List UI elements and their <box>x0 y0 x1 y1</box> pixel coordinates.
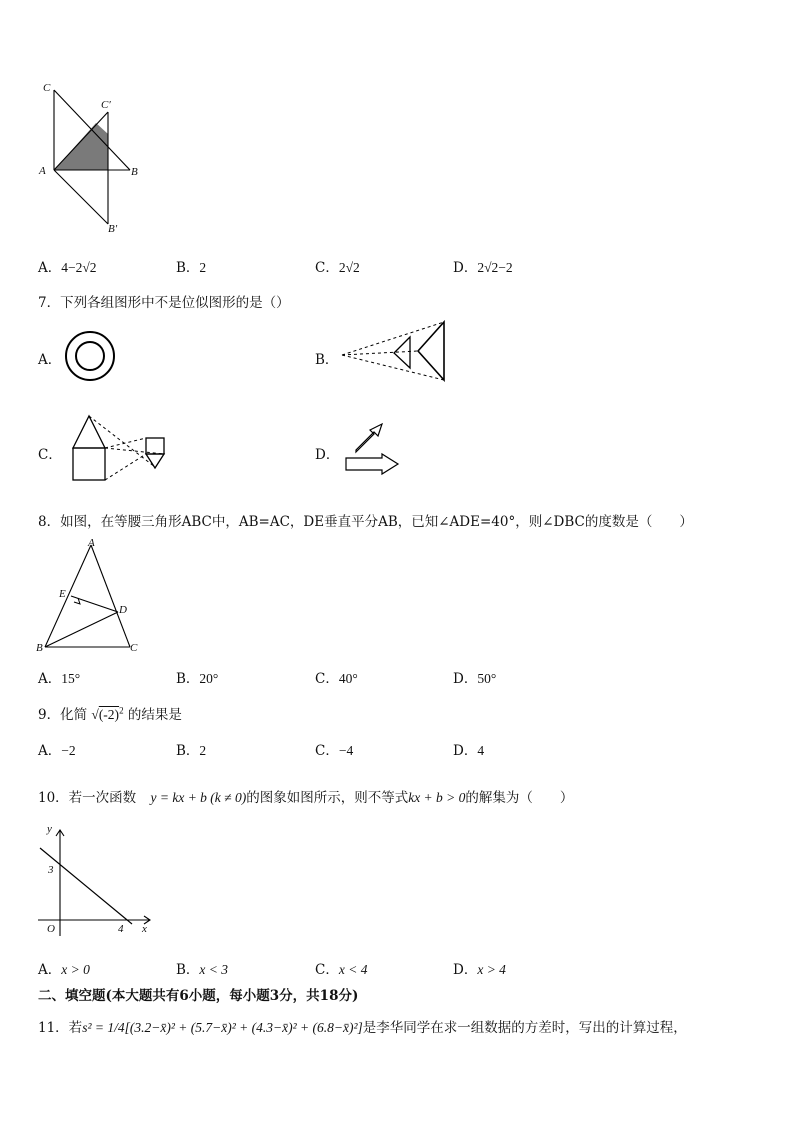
q8-figure-triangle <box>38 540 148 652</box>
q6-label-b: B <box>131 166 138 178</box>
option-text: 4 <box>477 743 485 758</box>
q7-option-d[interactable]: D． <box>315 447 340 463</box>
q9-option-d[interactable] <box>453 739 484 759</box>
option-letter: C． <box>315 671 339 687</box>
q9-stem-suffix: 的结果是 <box>127 707 182 723</box>
q11-suffix: 是李华同学在求一组数据的方差时，写出的计算过程， <box>362 1020 687 1036</box>
q7-figure-d-arrows <box>342 422 402 476</box>
q6-label-c: C <box>43 82 51 94</box>
q8-label-b: B <box>36 642 43 654</box>
option-text: 40° <box>338 671 358 686</box>
q8-stem: 8．如图，在等腰三角形ABC中，AB=AC，DE垂直平分AB，已知∠ADE=40°，则∠DBC的度数是（ ） <box>38 514 693 530</box>
q10-option-b[interactable] <box>176 958 228 978</box>
option-text: 2√2 <box>338 260 360 275</box>
q7-option-b[interactable]: B． <box>315 352 339 368</box>
section-title: 二、填空题(本大题共有6小题，每小题3分，共18分) <box>38 988 359 1004</box>
option-letter: A． <box>38 962 62 978</box>
option-text: −2 <box>61 743 76 758</box>
option-text: 2√2−2 <box>477 260 513 275</box>
option-letter: A． <box>38 671 62 687</box>
option-text: x < 3 <box>199 962 229 977</box>
option-letter: C． <box>315 260 339 276</box>
q8-label-e: E <box>59 588 66 600</box>
option-letter: B． <box>176 743 200 759</box>
q10-stem <box>38 786 573 806</box>
q11-formula: s² = 1/4[(3.2−x̄)² + (5.7−x̄)² + (4.3−x̄)² + (6.8−x̄)²] <box>82 1020 363 1035</box>
q7-figure-a-rings <box>62 328 118 384</box>
option-letter: A． <box>38 743 62 759</box>
q9-option-b[interactable] <box>176 739 206 759</box>
option-letter: D． <box>453 671 478 687</box>
option-letter: C． <box>315 743 339 759</box>
q8-option-c[interactable] <box>315 667 358 687</box>
q10-stem-mid: 的图象如图所示，则不等式 <box>246 790 409 806</box>
option-letter: D． <box>453 743 478 759</box>
q7-option-c[interactable]: C． <box>38 447 62 463</box>
q10-stem-suffix: 的解集为（ ） <box>465 790 574 806</box>
q9-radical: $√(-2)^2$ <box>91 705 124 722</box>
q9-stem <box>38 703 182 723</box>
option-text: 50° <box>477 671 497 686</box>
option-text: 2 <box>199 260 207 275</box>
q10-inequality: kx + b > 0 <box>408 790 466 805</box>
q10-y-axis-label: y <box>47 823 52 835</box>
q9-option-a[interactable] <box>38 739 76 759</box>
q8-label-a: A <box>88 537 95 549</box>
q9-exponent: 2 <box>119 705 124 716</box>
q6-shaded-region <box>54 123 108 170</box>
option-text: x > 4 <box>477 962 506 977</box>
option-text: −4 <box>338 743 354 758</box>
q6-figure <box>40 82 140 242</box>
q6-label-b-prime: B′ <box>108 223 118 235</box>
option-text: x > 0 <box>61 962 90 977</box>
q6-label-c-prime: C′ <box>101 99 111 111</box>
q10-option-d[interactable] <box>453 958 506 978</box>
q10-x-axis-label: x <box>142 923 147 935</box>
option-letter: A． <box>38 260 62 276</box>
q10-x-intercept-label: 4 <box>118 923 124 935</box>
q10-graph-line <box>40 848 132 924</box>
q10-stem-prefix: 10．若一次函数 <box>38 790 137 806</box>
option-text: 4−2√2 <box>61 260 97 275</box>
option-text: 2 <box>199 743 207 758</box>
q6-option-a[interactable] <box>38 256 97 276</box>
option-text: 15° <box>61 671 81 686</box>
q8-option-b[interactable] <box>176 667 218 687</box>
option-letter: D． <box>453 260 478 276</box>
q6-option-d[interactable] <box>453 256 513 276</box>
q6-label-a: A <box>39 165 46 177</box>
option-letter: B． <box>176 260 200 276</box>
option-letter: B． <box>176 962 200 978</box>
q7-option-a[interactable]: A． <box>38 352 62 368</box>
q8-option-d[interactable] <box>453 667 496 687</box>
option-text: x < 4 <box>338 962 368 977</box>
q10-option-c[interactable] <box>315 958 367 978</box>
q11-prefix: 11．若 <box>38 1020 83 1036</box>
q6-option-c[interactable] <box>315 256 360 276</box>
q7-stem: 7．下列各组图形中不是位似图形的是（） <box>38 295 290 311</box>
q10-origin-label: O <box>47 923 55 935</box>
option-letter: B． <box>176 671 200 687</box>
q8-label-c: C <box>130 642 138 654</box>
q11-stem <box>38 1016 687 1036</box>
q10-function: y = kx + b (k ≠ 0) <box>150 790 247 805</box>
q7-figure-b-triangles <box>338 320 458 384</box>
q9-radicand: (-2) <box>98 707 120 722</box>
option-text: 20° <box>199 671 219 686</box>
option-letter: C． <box>315 962 339 978</box>
q6-option-b[interactable] <box>176 256 206 276</box>
q10-y-intercept-label: 3 <box>48 864 54 876</box>
q8-label-d: D <box>119 604 127 616</box>
q8-option-a[interactable] <box>38 667 80 687</box>
q9-stem-prefix: 9．化简 <box>38 707 88 723</box>
q7-figure-c-houses <box>68 412 180 484</box>
q9-option-c[interactable] <box>315 739 353 759</box>
q10-option-a[interactable] <box>38 958 90 978</box>
option-letter: D． <box>453 962 478 978</box>
